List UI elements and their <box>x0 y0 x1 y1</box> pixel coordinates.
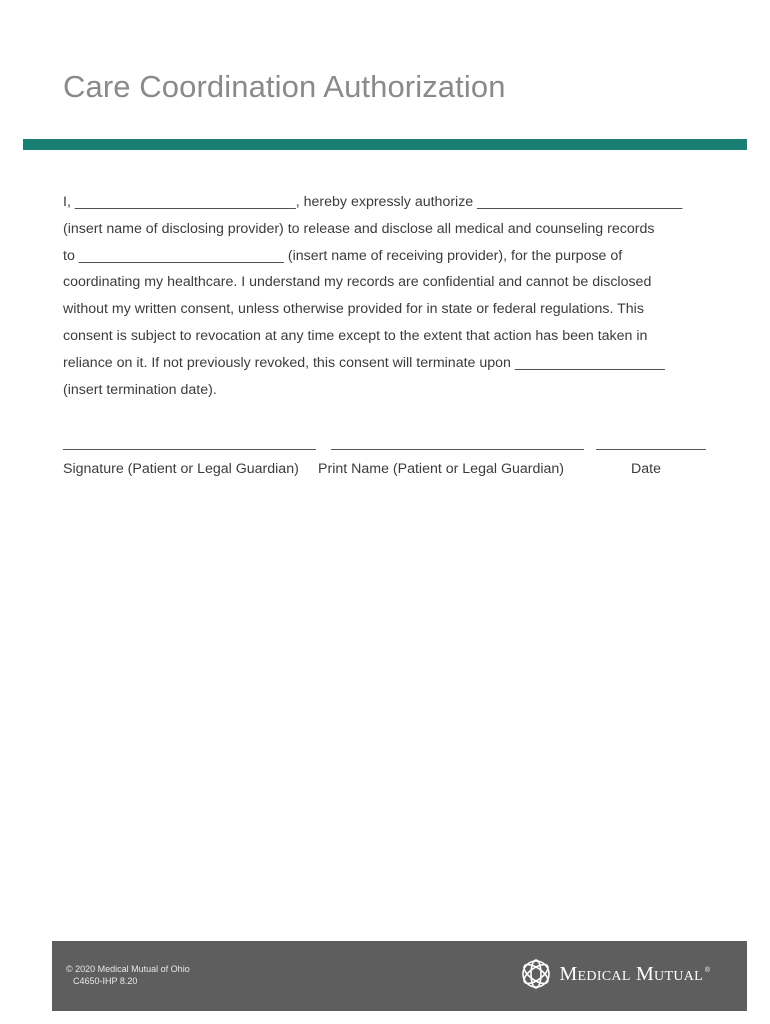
footer-legal-text <box>66 964 190 987</box>
date-label: Date <box>631 461 661 477</box>
paragraph-line: reliance on it. If not previously revoked, this consent will terminate upon ___________________ <box>63 354 665 371</box>
paragraph-line: coordinating my healthcare. I understand my records are confidential and cannot be disclosed <box>63 274 652 291</box>
print-name-line[interactable] <box>331 449 584 450</box>
page-title: Care Coordination Authorization <box>63 69 506 104</box>
paragraph-line: (insert name of disclosing provider) to release and disclose all medical and counseling records <box>63 220 655 237</box>
paragraph-line: without my written consent, unless otherwise provided for in state or federal regulations. This <box>63 301 644 318</box>
signature-label: Signature (Patient or Legal Guardian) <box>63 461 299 477</box>
paragraph-line: (insert termination date). <box>63 381 217 398</box>
paragraph-line: I, ____________________________, hereby expressly authorize __________________________ <box>63 194 683 210</box>
logo-wordmark: Medical Mutual <box>559 962 703 985</box>
signature-line[interactable] <box>63 449 316 450</box>
form-code: C4650-IHP 8.20 <box>73 975 138 986</box>
date-line[interactable] <box>596 449 706 450</box>
page-footer <box>52 941 747 1011</box>
copyright-text: © 2020 Medical Mutual of Ohio <box>66 964 190 974</box>
authorization-paragraph <box>63 189 723 403</box>
medical-mutual-logo <box>519 957 710 991</box>
paragraph-line: to __________________________ (insert name of receiving provider), for the purpose of <box>63 247 623 264</box>
paragraph-line: consent is subject to revocation at any time except to the extent that action has been taken in <box>63 327 648 344</box>
title-divider-bar <box>23 139 747 150</box>
print-name-label: Print Name (Patient or Legal Guardian) <box>318 461 565 477</box>
medical-mutual-globe-icon <box>519 957 553 991</box>
registered-mark: ® <box>704 966 710 974</box>
